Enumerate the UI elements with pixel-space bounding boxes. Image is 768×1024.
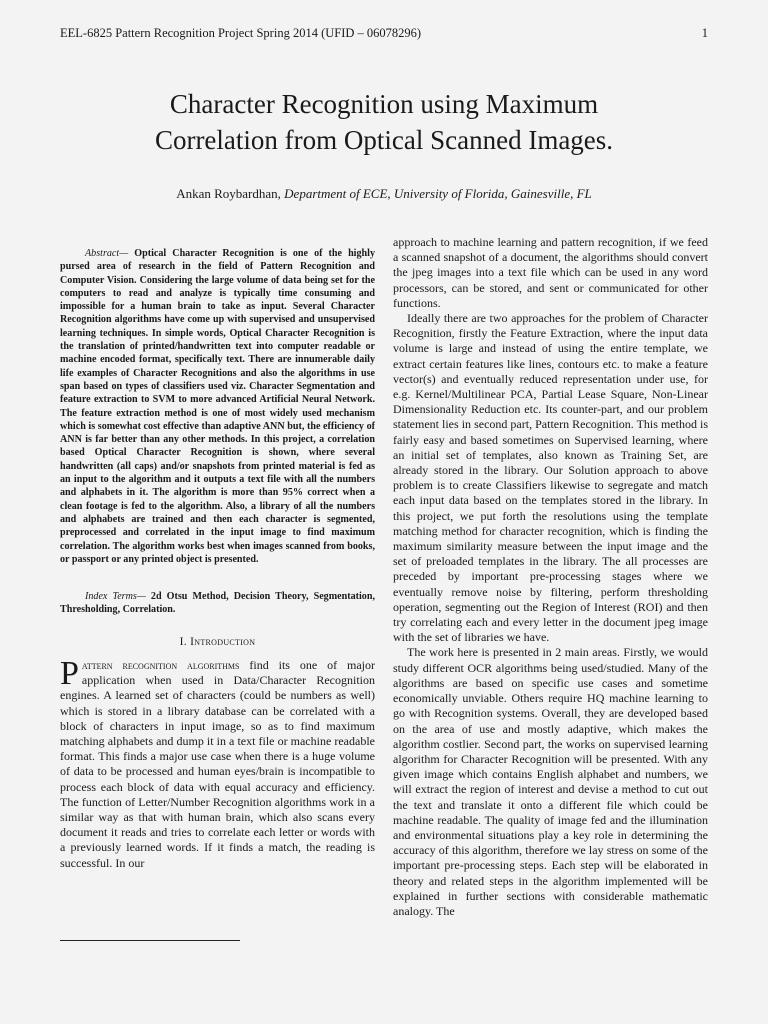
right-paragraph-2: Ideally there are two approaches for the problem of Character Recognition, firstly the Feature Extraction, where the input data volume is large and instead of using the entire template, we extract certain features like lines, contours etc. to make a feature vector(s) and eventually reduced representation under use, for e.g. Kernel/Multilinear PCA, Partial Lease Square, Non-Linear Dimensionality Reduction etc. Its counter-part, and our problem statement lies in second part, Pattern Recognition. This method is fairly easy and based sometimes on Supervised learning, where an initial set of templates, also known as Training Set, are already stored in the library. Our Solution approach to above problem is to create Classifiers likewise to segregate and match each input data based on the templates stored in the library. In this project, we put forth the resolutions using the template matching method for character recognition, which is finding the maximum similarity measure between the input image and the set of preloaded templates in the library. The all processes are preceded by important pre-processing stages where we eventually remove noise by filtering, perform thresholding operation, segmenting out the Region of Interest (ROI) and then try correlating each and every letter in the document jpeg image with the set of libraries we have. — [393, 311, 708, 645]
right-paragraph-3: The work here is presented in 2 main areas. Firstly, we would study different OCR algorithms being used/studied. Many of the algorithms are based on specific use cases and sometime economically unviable. Others require HQ machine learning to go with Recognition systems. Overall, they are developed based on the area of use and mostly adaptive, which makes the algorithm costlier. Second part, the works on supervised learning algorithm for Character Recognition will be presented. With any given image which contains English alphabet and numbers, we will extract the region of interest and devise a method to cut out the text and translate it onto a different file which could be machine readable. The quality of image fed and the illumination and environmental situations play a key role in determining the accuracy of this algorithm, therefore we lay stress on some of the important pre-processing steps. Each step will be elaborated in theory and related steps in the algorithm implemented will be explained in further sections with considerable mathematic analogy. The — [393, 645, 708, 918]
paper-title — [60, 86, 708, 158]
section-heading-introduction: I. Introduction — [179, 635, 256, 648]
title-line-1: Character Recognition using Maximum — [169, 89, 599, 119]
intro-lead-smallcaps: attern recognition algorithms — [81, 657, 240, 672]
author-name: Ankan Roybardhan, — [176, 186, 281, 201]
index-terms-text: 2d Otsu Method, Decision Theory, Segmentation, Thresholding, Correlation. — [60, 591, 375, 616]
header-course-info: EEL-6825 Pattern Recognition Project Spring 2014 (UFID – 06078296) — [60, 26, 422, 40]
running-header — [60, 26, 708, 41]
right-column — [393, 235, 708, 919]
index-terms-label: Index Terms— — [85, 591, 146, 603]
title-line-2: Correlation from Optical Scanned Images. — [154, 125, 614, 155]
index-terms — [60, 590, 375, 617]
intro-text: find its one of major application when used in Data/Character Recognition engines. A learned set of characters (could be numbers as well) which is stored in a library database can be correlated with a block of characters in input image, so as to find maximum matching alphabets and dump it in a text file or machine readable format. This finds a major use case when there is a huge volume of data to be processed and human eyes/brain is incompatible to process each block of data with equal accuracy and efficiency. The function of Letter/Number Recognition algorithms work in a similar way as that with human brain, which also scans every document it reads and tries to correlate each letter or words with a previously learned words. If it finds a match, the reading is successful. In our — [60, 657, 375, 870]
author-line — [60, 186, 708, 202]
abstract — [60, 247, 375, 566]
drop-cap: P — [60, 654, 79, 692]
introduction-paragraph — [60, 654, 375, 871]
left-column — [60, 235, 375, 871]
abstract-text: Optical Character Recognition is one of the highly pursed area of research in the field of Pattern Recognition and Computer Vision. Considering the large volume of data being set for the computers to read and analyze is typically time consuming and impossible for a human brain to take as input. Several Character Recognition algorithms have come up with supervised and unsupervised learning techniques. In simple words, Optical Character Recognition is the translation of printed/handwritten text into computer readable or machine encoded format, specifically text. There are innumerable daily life examples of Character Recognitions and also the algorithms in use span based on types of classifiers used viz. Character Segmentation and feature extraction to SVM to more advanced Artificial Neural Network. The feature extraction method is one of most widely used mechanism which is somewhat cost effective than adaptive ANN but, the efficiency of ANN is far better than any other methods. In this project, a correlation based Optical Character Recognition is shown, where several handwritten (all caps) and/or snapshots from printed material is fed as an input to the algorithm and it outputs a text file with all the numbers and alphabets in it. The algorithm is more than 95% correct when a clean footage is fed to the algorithm. Also, a library of all the numbers and alphabets are trained and then each character is segmented, preprocessed and correlated in the input image to find maximum correlation. The algorithm works best when images scanned from books, or passport or any printed object is presented. — [60, 248, 375, 565]
abstract-label: Abstract— — [85, 248, 129, 259]
right-paragraph-1: approach to machine learning and pattern recognition, if we feed a scanned snapshot of a document, the algorithms should convert the jpeg images into a text file which can be used in any word processors, can be stored, and sent or communicated for other functions. — [393, 235, 708, 310]
author-affiliation: Department of ECE, University of Florida, Gainesville, FL — [284, 186, 592, 201]
page-number: 1 — [701, 26, 708, 40]
footnote-separator — [60, 940, 240, 941]
